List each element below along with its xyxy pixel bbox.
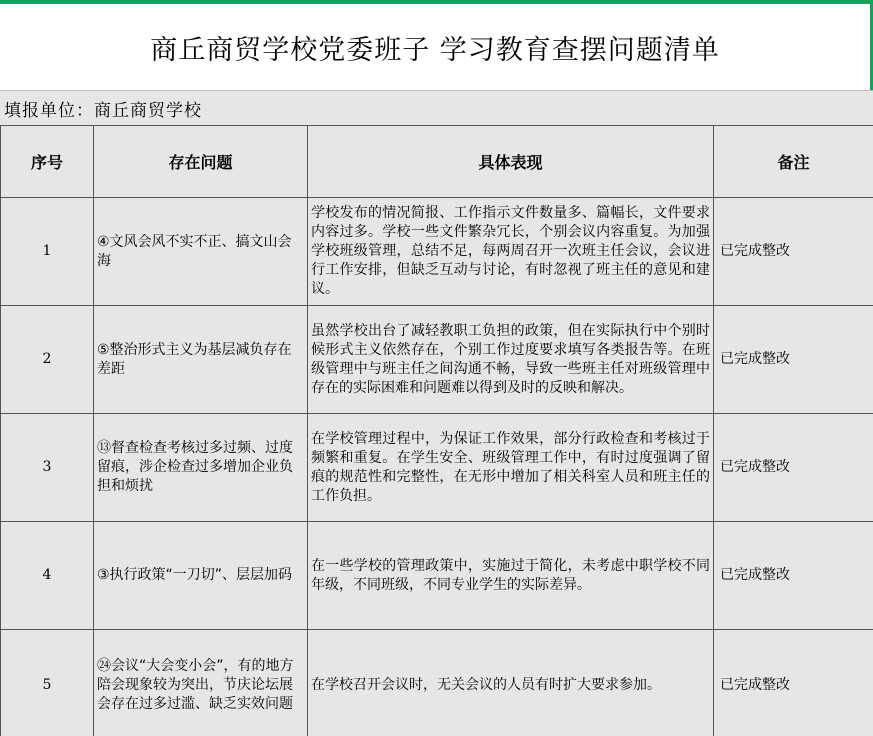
page-title: 商丘商贸学校党委班子 学习教育查摆问题清单 <box>150 34 720 66</box>
issues-table <box>0 125 873 736</box>
header-note[interactable]: 备注 <box>714 126 873 198</box>
row-no[interactable]: 5 <box>1 630 94 736</box>
row-problem[interactable]: ⑬督查检查考核过多过频、过度留痕，涉企检查过多增加企业负担和烦扰 <box>94 414 308 522</box>
row-note[interactable]: 已完成整改 <box>714 306 873 414</box>
header-row <box>1 126 873 198</box>
title-cell[interactable] <box>0 4 870 90</box>
row-detail[interactable]: 在学校管理过程中，为保证工作效果，部分行政检查和考核过于频繁和重复。在学生安全、班级管理工作中，有时过度强调了留痕的规范性和完整性，在无形中增加了相关科室人员和班主任的工作负担。 <box>308 414 714 522</box>
reporting-unit: 填报单位：商丘商贸学校 <box>4 100 202 121</box>
table-row <box>1 198 873 306</box>
row-no[interactable]: 1 <box>1 198 94 306</box>
table-row <box>1 414 873 522</box>
row-note[interactable]: 已完成整改 <box>714 414 873 522</box>
row-no[interactable]: 2 <box>1 306 94 414</box>
row-detail[interactable]: 在学校召开会议时，无关会议的人员有时扩大要求参加。 <box>308 630 714 736</box>
row-note[interactable]: 已完成整改 <box>714 630 873 736</box>
header-no[interactable]: 序号 <box>1 126 94 198</box>
table-row <box>1 630 873 736</box>
row-note[interactable]: 已完成整改 <box>714 522 873 630</box>
row-detail[interactable]: 学校发布的情况简报、工作指示文件数量多、篇幅长，文件要求内容过多。学校一些文件繁杂冗长，个别会议内容重复。为加强学校班级管理，总结不足，每两周召开一次班主任会议，会议进行工作安排，但缺乏互动与讨论，有时忽视了班主任的意见和建议。 <box>308 198 714 306</box>
row-detail[interactable]: 在一些学校的管理政策中，实施过于简化，未考虑中职学校不同年级，不同班级，不同专业学生的实际差异。 <box>308 522 714 630</box>
unit-cell[interactable] <box>0 90 873 125</box>
row-note[interactable]: 已完成整改 <box>714 198 873 306</box>
header-detail[interactable]: 具体表现 <box>308 126 714 198</box>
table-row <box>1 522 873 630</box>
table-row <box>1 306 873 414</box>
row-problem[interactable]: ④文风会风不实不正、搞文山会海 <box>94 198 308 306</box>
row-no[interactable]: 4 <box>1 522 94 630</box>
row-problem[interactable]: ③执行政策“一刀切”、层层加码 <box>94 522 308 630</box>
header-problem[interactable]: 存在问题 <box>94 126 308 198</box>
row-no[interactable]: 3 <box>1 414 94 522</box>
row-detail[interactable]: 虽然学校出台了减轻教职工负担的政策，但在实际执行中个别时候形式主义依然存在，个别工作过度要求填写各类报告等。在班级管理中与班主任之间沟通不畅，导致一些班主任对班级管理中存在的实际困难和问题难以得到及时的反映和解决。 <box>308 306 714 414</box>
row-problem[interactable]: ⑤整治形式主义为基层减负存在差距 <box>94 306 308 414</box>
row-problem[interactable]: ㉔会议“大会变小会”，有的地方陪会现象较为突出，节庆论坛展会存在过多过滥、缺乏实效问题 <box>94 630 308 736</box>
